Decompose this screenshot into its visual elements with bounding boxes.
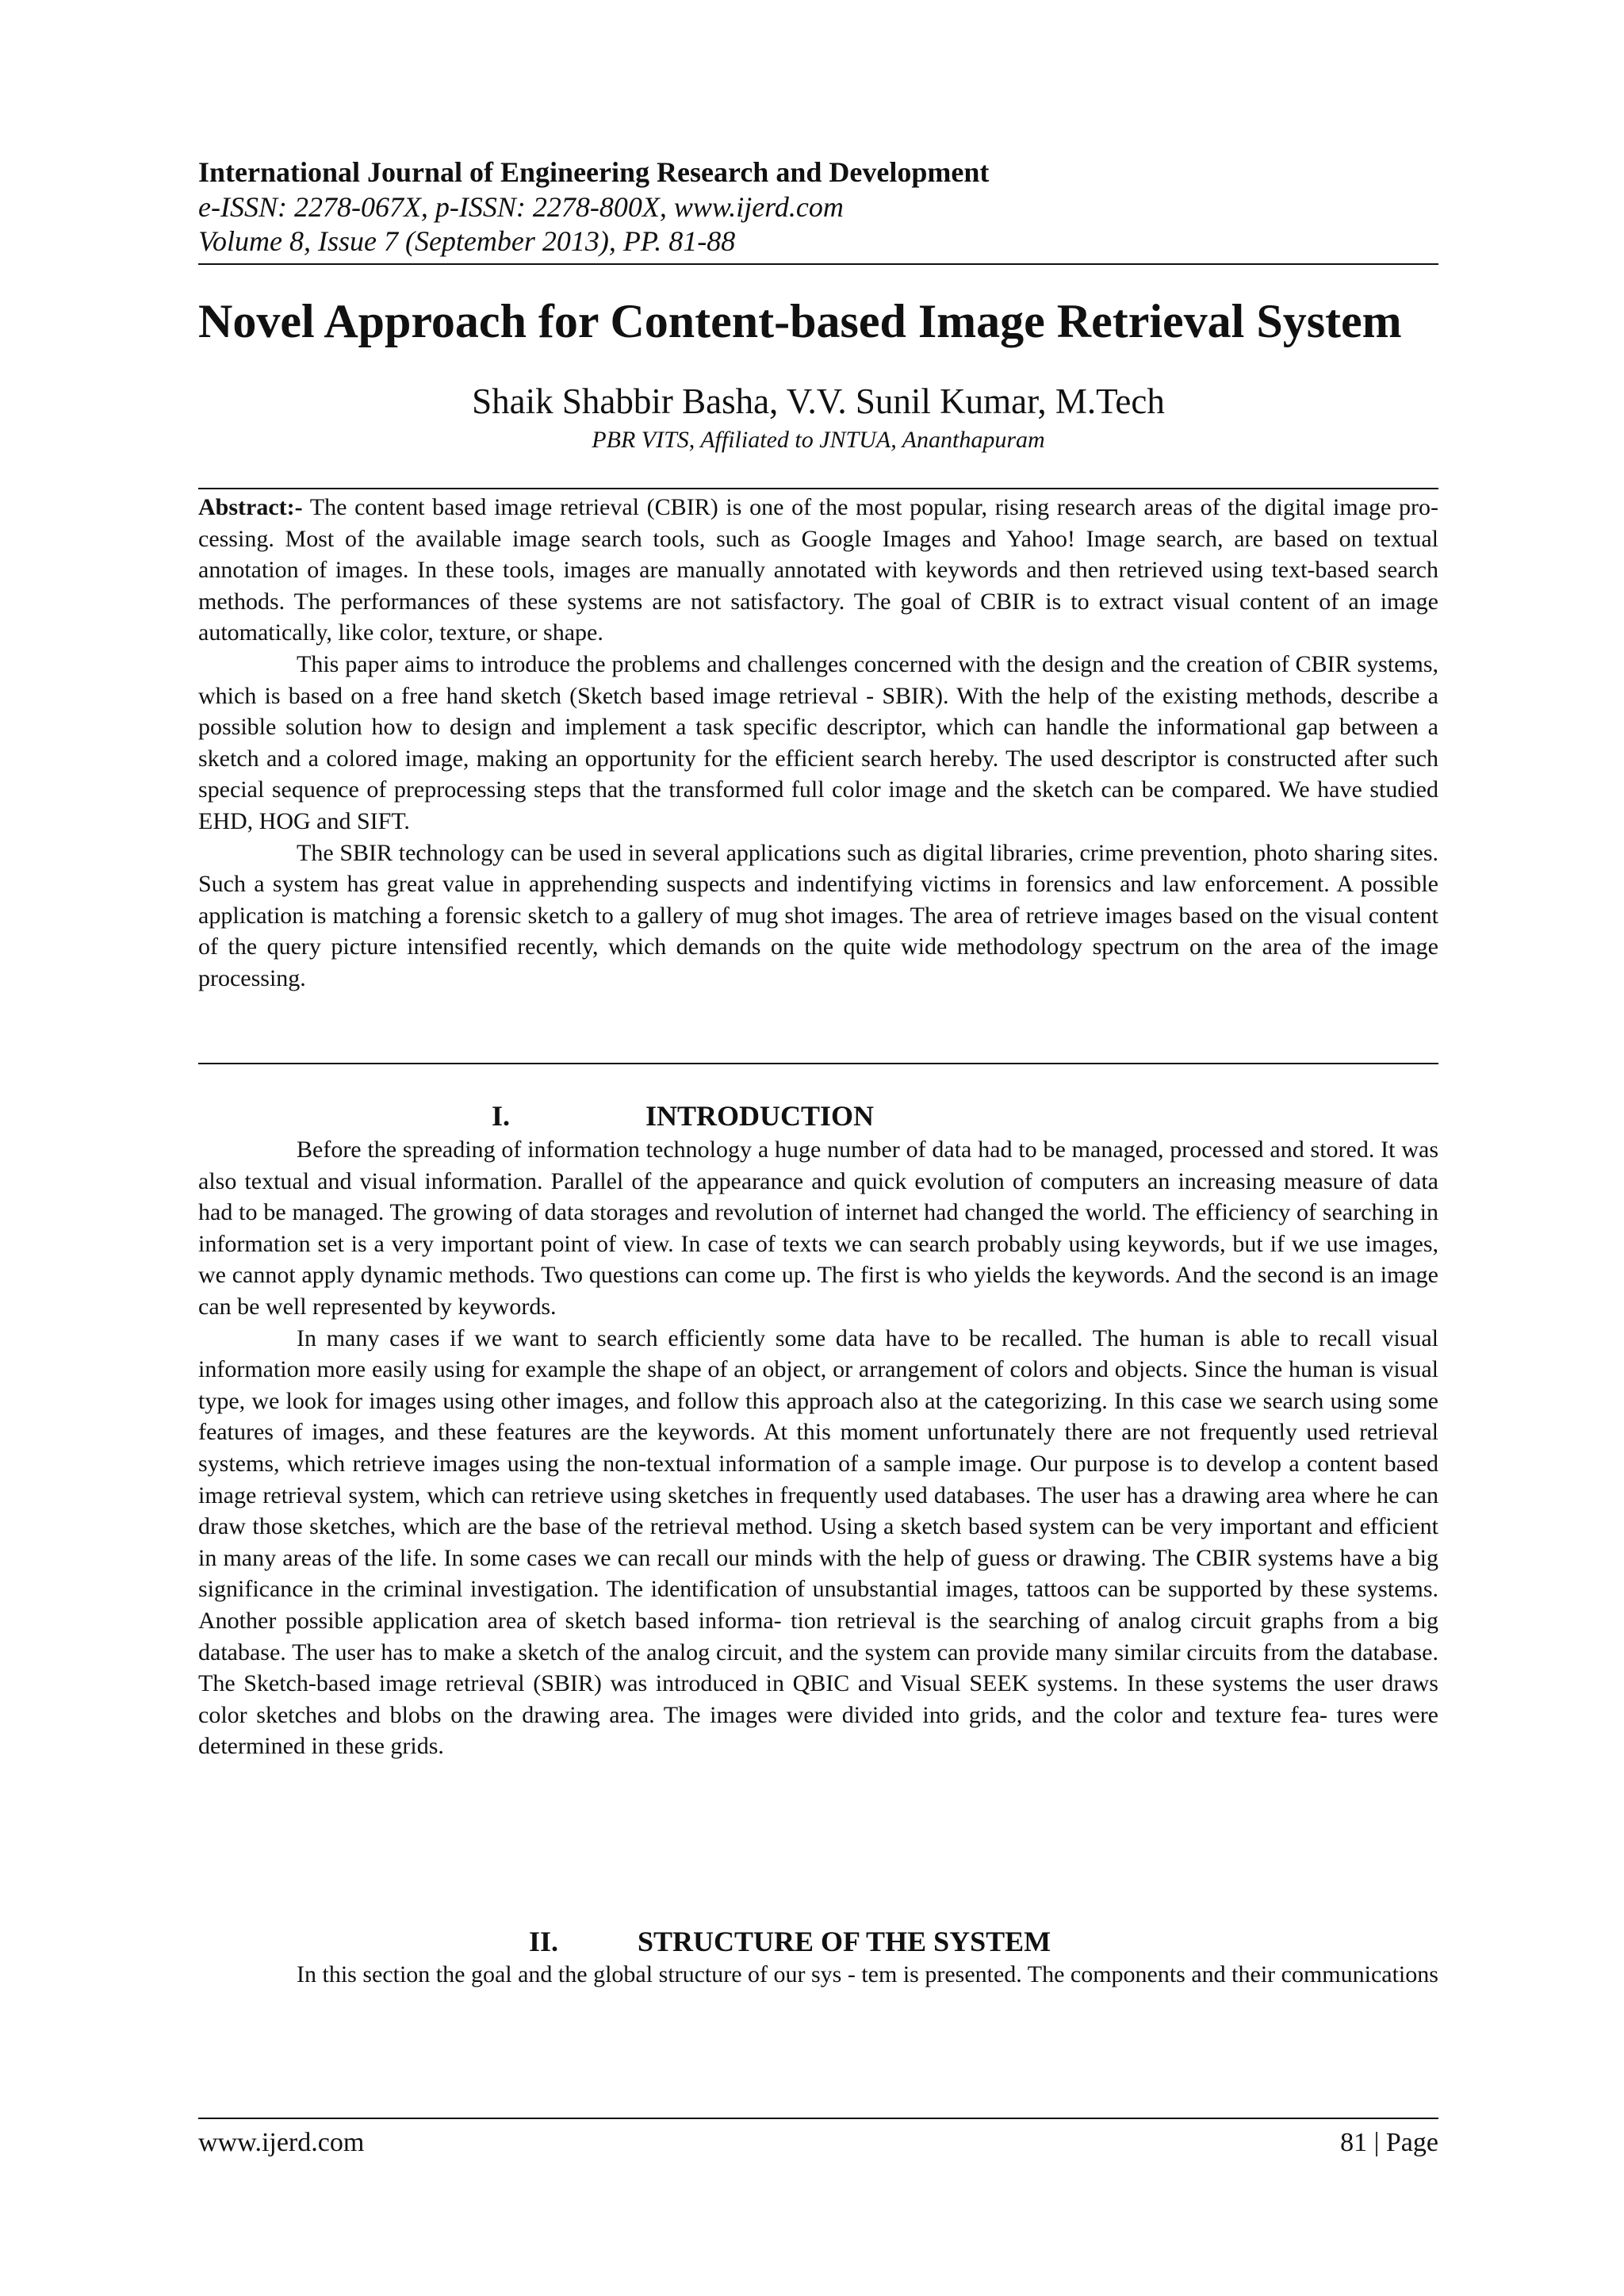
- journal-issn: e-ISSN: 2278-067X, p-ISSN: 2278-800X, www.ijerd.com: [198, 191, 844, 223]
- abstract: [198, 492, 1438, 995]
- paper-authors: Shaik Shabbir Basha, V.V. Sunil Kumar, M.Tech: [472, 381, 1165, 421]
- section-title: STRUCTURE OF THE SYSTEM: [638, 1926, 1051, 1957]
- section-number: I.: [492, 1100, 511, 1132]
- introduction-paragraph-2: In many cases if we want to search efficiently some data have to be recalled. The human is able to recall visual information more easily using for example the shape of an object, or arrangement of colors and objects. Since the human is visual type, we look for images using other images, and follow this approach also at the categorizing. In this case we search using some features of images, and these features are the keywords. At this moment unfortunately there are not frequently used retrieval systems, which retrieve images using the non-textual information of a sample image. Our purpose is to develop a content based image retrieval system, which can retrieve using sketches in frequently used databases. The user has a drawing area where he can draw those sketches, which are the base of the retrieval method. Using a sketch based system can be very important and efficient in many areas of the life. In some cases we can recall our minds with the help of guess or drawing. The CBIR systems have a big significance in the criminal investigation. The identification of unsubstantial images, tattoos can be supported by these systems. Another possible application area of sketch based informa- tion retrieval is the searching of analog circuit graphs from a big database. The user has to make a sketch of the analog circuit, and the system can provide many similar circuits from the database. The Sketch-based image retrieval (SBIR) was introduced in QBIC and Visual SEEK systems. In these systems the user draws color sketches and blobs on the drawing area. The images were divided into grids, and the color and texture fea- tures were determined in these grids.: [198, 1324, 1438, 1760]
- abstract-bottom-divider: [198, 1063, 1438, 1064]
- footer-website: www.ijerd.com: [198, 2128, 365, 2157]
- footer-page-number: 81 | Page: [1340, 2128, 1438, 2157]
- introduction-paragraph-1: Before the spreading of information technology a huge number of data had to be managed, processed and stored. It was also textual and visual information. Parallel of the appearance and quick evolution of computers an increasing measure of data had to be managed. The growing of data storages and revolution of internet had changed the world. The efficiency of searching in information set is a very important point of view. In case of texts we can search probably using keywords, but if we use images, we cannot apply dynamic methods. Two questions can come up. The first is who yields the keywords. And the second is an image can be well represented by keywords.: [198, 1137, 1438, 1320]
- section-number: II.: [529, 1926, 559, 1957]
- paper-affiliation: PBR VITS, Affiliated to JNTUA, Ananthapuram: [592, 427, 1045, 453]
- journal-volume: Volume 8, Issue 7 (September 2013), PP. 81-88: [198, 225, 736, 257]
- abstract-top-divider: [198, 488, 1438, 489]
- journal-name: International Journal of Engineering Research and Development: [198, 156, 990, 188]
- abstract-label: Abstract:-: [198, 494, 303, 520]
- footer-divider: [198, 2118, 1438, 2119]
- abstract-paragraph-2: This paper aims to introduce the problems and challenges concerned with the design and the creation of CBIR systems, which is based on a free hand sketch (Sketch based image retrieval - SBIR). With the help of the existing methods, describe a possible solution how to design and implement a task specific descriptor, which can handle the informational gap between a sketch and a colored image, making an opportunity for the efficient search hereby. The used descriptor is constructed after such special sequence of preprocessing steps that the transformed full color image and the sketch can be compared. We have studied EHD, HOG and SIFT.: [198, 650, 1438, 834]
- structure-paragraph-1: In this section the goal and the global structure of our sys - tem is presented. The components and their communications: [297, 1961, 1438, 1987]
- header-divider: [198, 263, 1438, 265]
- abstract-text-1: The content based image retrieval (CBIR) is one of the most popular, rising research areas of the digital image pro- cessing. Most of the available image search tools, such as Google Images and Yahoo! Image search, are based on textual annotation of images. In these tools, images are manually annotated with keywords and then retrieved using text-based search methods. The performances of these systems are not satisfactory. The goal of CBIR is to extract visual content of an image automatically, like color, texture, or shape.: [198, 494, 1438, 646]
- structure-body: [198, 1959, 1438, 1991]
- introduction-body: [198, 1134, 1438, 1762]
- paper-title: Novel Approach for Content-based Image Retrieval System: [198, 295, 1402, 347]
- abstract-paragraph-1: [198, 492, 1438, 649]
- abstract-paragraph-3: The SBIR technology can be used in several applications such as digital libraries, crime prevention, photo sharing sites. Such a system has great value in apprehending suspects and indentifying victims in forensics and law enforcement. A possible application is matching a forensic sketch to a gallery of mug shot images. The area of retrieve images based on the visual content of the query picture intensified recently, which demands on the quite wide methodology spectrum on the area of the image processing.: [198, 839, 1438, 991]
- section-title: INTRODUCTION: [645, 1100, 875, 1132]
